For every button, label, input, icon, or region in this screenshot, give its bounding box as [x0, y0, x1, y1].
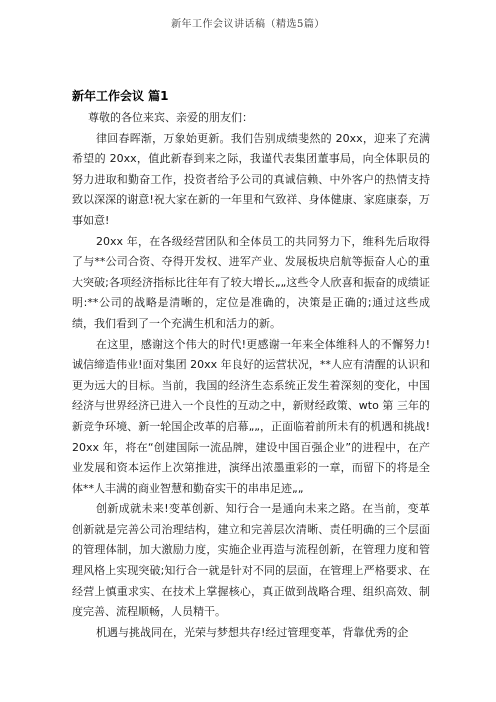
salutation: 尊敬的各位来宾、亲爱的朋友们： — [88, 111, 253, 124]
paragraph-2: 20xx 年，在各级经营团队和全体员工的共同努力下，维科先后取得了与**公司合资、夺得开发权、进军产业、发展板块启航等振奋人心的重大突破;各项经济指标比往年有了较大增长„„这些令人欣喜和振奋的成绩证明:**公司的战略是清晰的，定位是准确的，决策是正确的;通过这些成绩，我们看到了一个充满生机和活力的新。 — [72, 234, 430, 330]
document-title: 新年工作会议 篇1 — [72, 89, 169, 103]
paragraph-1: 律回春晖渐，万象始更新。我们告别成绩斐然的 20xx，迎来了充满希望的 20xx，值此新春到来之际，我谨代表集团董事局，向全体职员的努力进取和勤奋工作，投资者给予公司的真诚信赖、中外客户的热情支持致以深深的谢意!祝大家在新的一年里和气致祥、身体健康、家庭康泰，万事如意! — [72, 131, 430, 227]
running-header: 新年工作会议讲话稿（精选5篇） — [171, 19, 325, 30]
paragraph-5: 机遇与挑战同在，光荣与梦想共存!经过管理变革，背靠优秀的企 — [96, 625, 409, 639]
paragraph-3: 在这里，感谢这个伟大的时代!更感谢一年来全体维科人的不懈努力! 诚信缔造伟业!面对集团 20xx 年良好的运营状况，**人应有清醒的认识和更为远大的目标。当前，我国的经济生态系统正发生着深刻的变化，中国经济与世界经济已进入一个良性的互动之中，新财经政策、wto 第 三年的新竞争环境、新一轮国企改革的启幕„„，正面临着前所未有的机遇和挑战!20xx 年，将在“创建国际一流品牌，建设中国百强企业”的进程中，在产业发展和资本运作上次第推进，演绎出浓墨重彩的一章，而留下的将是全体**人丰满的商业智慧和勤奋实干的串串足迹„„ — [72, 337, 430, 495]
paragraph-4: 创新成就未来!变革创新、知行合一是通向未来之路。在当前，变革创新就是完善公司治理结构，建立和完善层次清晰、责任明确的三个层面的管理体制，加大激励力度，实施企业再造与流程创新，在管理力度和管理风格上实现突破;知行合一就是针对不同的层面，在管理上严格要求、在经营上慎重求实、在技术上掌握核心，真正做到战略合理、组织高效、制度完善、流程顺畅，人员精干。 — [72, 502, 430, 619]
document-body — [72, 86, 430, 643]
